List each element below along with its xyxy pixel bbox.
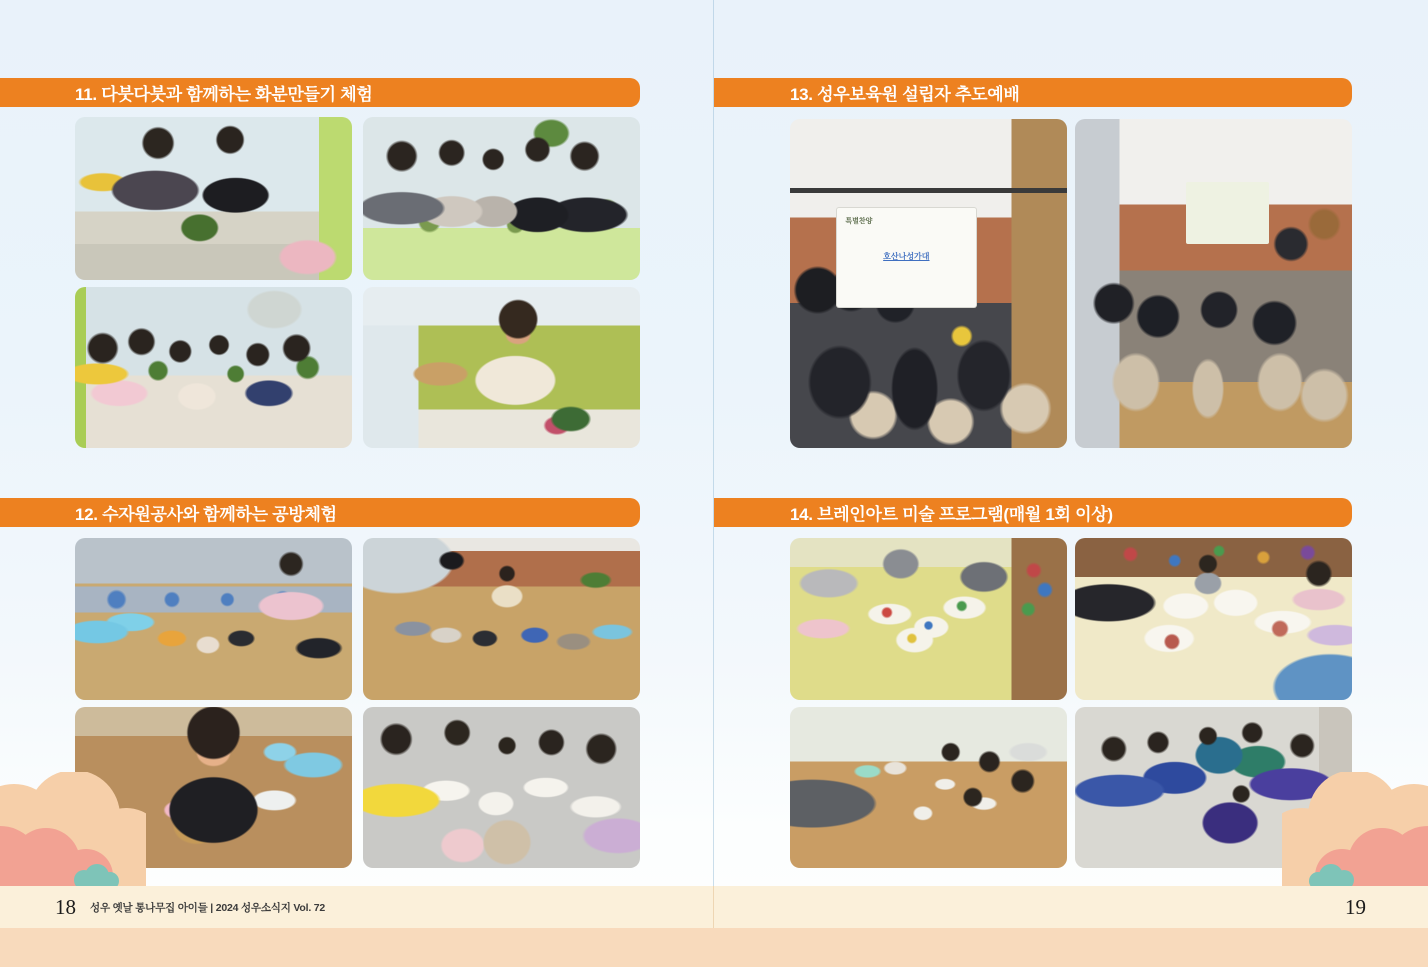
page-seam-divider-footer: [713, 886, 714, 928]
section-11-title: 11. 다붓다붓과 함께하는 화분만들기 체험: [75, 85, 373, 104]
photo-sec12-4: [363, 707, 640, 868]
projection-screen: [837, 208, 976, 307]
projection-screen-subtitle: 호산나성가대: [883, 252, 930, 262]
photo-sec14-3: [790, 707, 1067, 868]
projection-screen-title: 특별찬양: [845, 217, 873, 225]
photo-sec11-4: [363, 287, 640, 448]
photo-sec14-1: [790, 538, 1067, 700]
photo-sec13-1: [790, 119, 1067, 448]
page-number-right: 19: [1345, 895, 1366, 919]
photo-sec11-1: [75, 117, 352, 280]
section-14-title: 14. 브레인아트 미술 프로그램(매월 1회 이상): [790, 505, 1113, 524]
section-14-title-bar: [714, 498, 1352, 527]
photo-sec14-2: [1075, 538, 1352, 700]
cloud-decoration-left: [0, 772, 146, 886]
photo-sec11-2: [363, 117, 640, 280]
projection-screen-small: [1186, 182, 1269, 245]
cloud-decoration-right: [1282, 772, 1428, 886]
photo-sec13-2: [1075, 119, 1352, 448]
footer-left-group: [55, 886, 325, 928]
page-number-left: 18: [55, 894, 76, 919]
section-13-title-bar: [714, 78, 1352, 107]
footer-caption: 성우 옛날 통나무집 아이들 | 2024 성우소식지 Vol. 72: [90, 901, 326, 914]
photo-sec12-2: [363, 538, 640, 700]
photo-sec11-3: [75, 287, 352, 448]
footer-band: [0, 886, 1428, 928]
footer-accent-band: [0, 928, 1428, 967]
section-12-title-bar: [0, 498, 640, 527]
section-11-title-bar: [0, 78, 640, 107]
photo-sec12-1: [75, 538, 352, 700]
section-12-title: 12. 수자원공사와 함께하는 공방체험: [75, 505, 337, 524]
page-seam-divider: [713, 0, 714, 886]
section-13-title: 13. 성우보육원 설립자 추도예배: [790, 85, 1020, 104]
